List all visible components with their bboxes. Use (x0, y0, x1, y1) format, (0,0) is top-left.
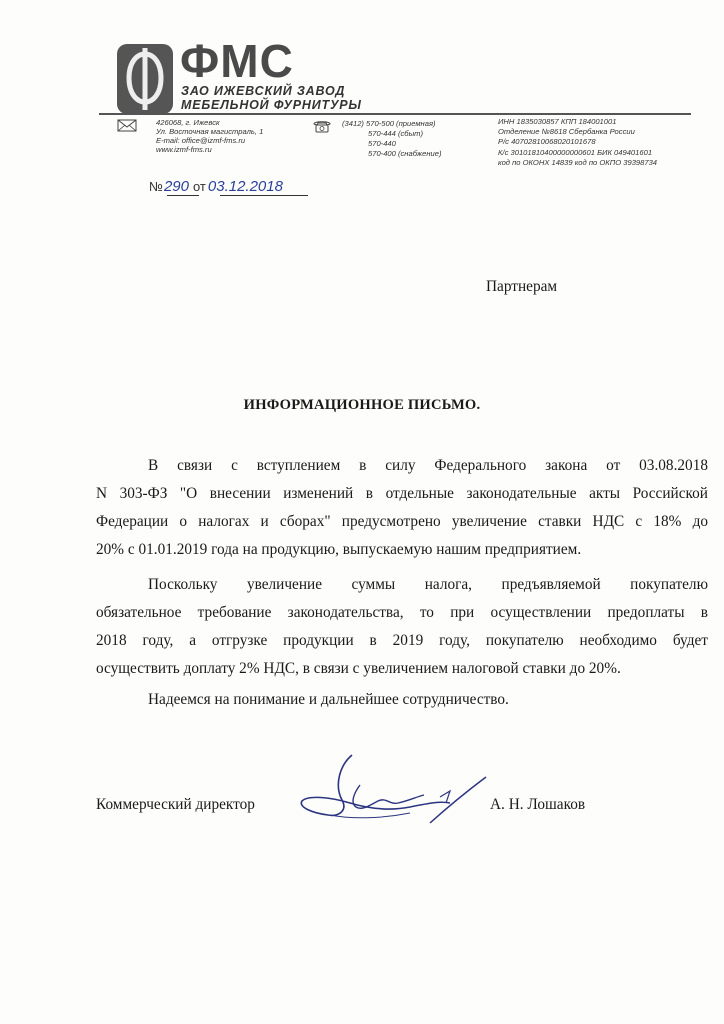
addressee: Партнерам (486, 278, 558, 295)
document-number: 290 (163, 178, 189, 195)
company-name-line1: ЗАО ИЖЕВСКИЙ ЗАВОД (181, 84, 346, 98)
email-text: E-mail: office@izmf-fms.ru (156, 136, 246, 145)
letter-title: ИНФОРМАЦИОННОЕ ПИСЬМО. (243, 397, 481, 413)
requisites-line: К/с 30101810400000000601 БИК 049401601 (498, 148, 653, 157)
signer-name: А. Н. Лошаков (490, 796, 586, 813)
paragraph-line: осуществить доплату 2% НДС, в связи с увеличением налоговой ставки до 20%. (96, 660, 621, 677)
telephone-icon (312, 119, 332, 133)
date-underline (220, 195, 308, 196)
signer-position: Коммерческий директор (96, 796, 255, 813)
envelope-icon (117, 119, 137, 132)
date-label: от (192, 179, 206, 194)
requisites-line: Р/с 40702810068020101678 (498, 137, 596, 146)
requisites-line: код по ОКОНХ 14839 код по ОКПО 39398734 (498, 158, 658, 167)
paragraph-line: Федерации о налогах и сборах" предусмотрено увеличение ставки НДС с 18% до (96, 513, 708, 530)
paragraph-line: 2018 году, а отгрузке продукции в 2019 году, покупателю необходимо будет (96, 632, 708, 649)
requisites-line: Отделение №8618 Сбербанка России (498, 127, 635, 136)
handwritten-signature (290, 745, 510, 855)
company-name-line2: МЕБЕЛЬНОЙ ФУРНИТУРЫ (181, 98, 362, 112)
phone-line: 570-400 (снабжение) (368, 149, 442, 158)
address-line: Ул. Восточная магистраль, 1 (156, 127, 264, 136)
website-text: www.izmf-fms.ru (156, 145, 212, 154)
company-logo-icon (115, 40, 175, 120)
phone-line: 570-440 (368, 139, 396, 148)
closing-line: Надеемся на понимание и дальнейшее сотрудничество. (148, 691, 509, 708)
requisites-line: ИНН 1835030857 КПП 184001001 (498, 117, 617, 126)
address-line: 426068, г. Ижевск (156, 118, 220, 127)
paragraph-line: Поскольку увеличение суммы налога, предъявляемой покупателю (148, 576, 708, 593)
number-underline (167, 195, 199, 196)
paragraph-line: 20% с 01.01.2019 года на продукцию, выпускаемую нашим предприятием. (96, 541, 582, 558)
phone-line: 570-444 (сбыт) (368, 129, 424, 138)
document-date: 03.12.2018 (207, 178, 283, 195)
header-divider (99, 113, 691, 115)
paragraph-line: обязательное требование законодательства, то при осуществлении предоплаты в (96, 604, 708, 621)
number-label: № (149, 179, 163, 194)
document-number-row (149, 178, 283, 195)
paragraph-line: В связи с вступлением в силу Федерального закона от 03.08.2018 (148, 457, 708, 474)
phone-line: (3412) 570-500 (приемная) (342, 119, 436, 128)
paragraph-line: N 303-ФЗ "О внесении изменений в отдельные законодательные акты Российской (96, 485, 708, 502)
logo-wordmark: ФМС (180, 35, 294, 87)
